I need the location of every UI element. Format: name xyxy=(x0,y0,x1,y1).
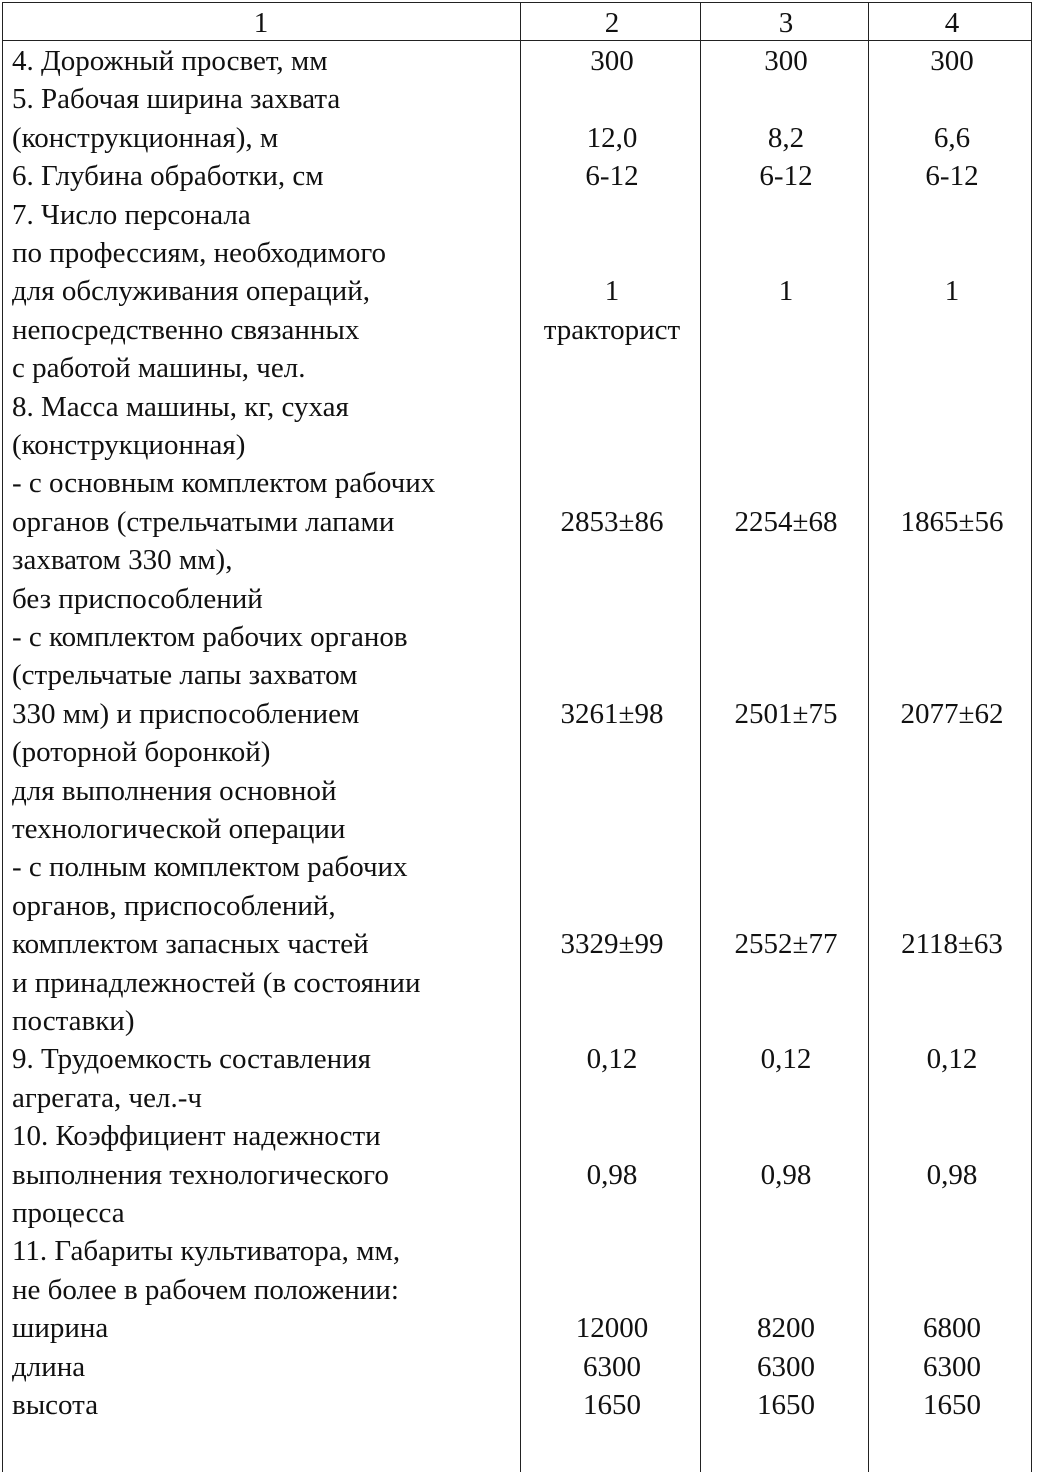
row-label-line: - с комплектом рабочих органов xyxy=(12,621,408,653)
row-value-col-3: 0,98 xyxy=(760,1158,812,1191)
row-label xyxy=(12,388,522,465)
row-label xyxy=(12,1386,522,1424)
row-value-col-4: 2077±62 xyxy=(900,697,1004,730)
row-label-line: 9. Трудоемкость составления xyxy=(12,1043,371,1076)
row-value-col-2: 1 xyxy=(604,275,620,308)
row-label-line: (конструкционная), м xyxy=(12,121,279,154)
row-label xyxy=(12,848,522,1040)
spec-table xyxy=(2,2,1032,1472)
row-label-line: органов (стрельчатыми лапами xyxy=(12,505,395,538)
row-value-col-2: 0,12 xyxy=(586,1043,638,1076)
row-value-col-3: 0,12 xyxy=(760,1043,812,1076)
row-value-col-4: 6-12 xyxy=(925,160,979,193)
row-label-line: захватом 330 мм), xyxy=(12,544,233,577)
row-label-line: органов, приспособлений, xyxy=(12,889,336,922)
row-value-col-2: 6300 xyxy=(583,1350,641,1383)
row-label-line: процесса xyxy=(12,1196,125,1229)
row-label-line: для обслуживания операций, xyxy=(12,275,370,308)
row-label xyxy=(12,464,522,618)
row-label xyxy=(12,1232,522,1309)
table-top-border xyxy=(2,2,1032,3)
row-value-col-3: 300 xyxy=(764,45,808,77)
row-label-line: (стрельчатые лапы захватом xyxy=(12,659,358,692)
row-label-line: 7. Число персонала xyxy=(12,198,251,231)
row-value-col-2: 12000 xyxy=(575,1312,649,1345)
row-label-line: непосредственно связанных xyxy=(12,313,360,346)
row-value-col-4: 6,6 xyxy=(933,121,971,154)
row-value-col-3: 8,2 xyxy=(767,121,805,154)
row-value-col-3: 2254±68 xyxy=(734,505,838,538)
row-value-col-3: 6-12 xyxy=(759,160,813,193)
row-label-line: с работой машины, чел. xyxy=(12,352,306,385)
row-value-col-4: 0,98 xyxy=(926,1158,978,1191)
row-value-col-2: 3329±99 xyxy=(560,928,664,961)
row-label-line: комплектом запасных частей xyxy=(12,928,369,961)
row-label-line: 10. Коэффициент надежности xyxy=(12,1120,381,1153)
row-label-line: - с основным комплектом рабочих xyxy=(12,467,436,500)
row-label-line: 8. Масса машины, кг, сухая xyxy=(12,390,349,423)
row-value-col-3: 2552±77 xyxy=(734,928,838,961)
row-label xyxy=(12,1040,522,1117)
row-value-col-2: 3261±98 xyxy=(560,697,664,730)
header-col-4: 4 xyxy=(944,7,960,39)
row-label xyxy=(12,42,522,80)
row-label-line: агрегата, чел.-ч xyxy=(12,1081,202,1114)
row-label xyxy=(12,1117,522,1232)
row-label-line: выполнения технологического xyxy=(12,1158,389,1191)
row-label-line: (конструкционная) xyxy=(12,428,246,461)
row-label-line: высота xyxy=(12,1389,99,1421)
row-label-line: поставки) xyxy=(12,1004,135,1037)
row-label-line: 330 мм) и приспособлением xyxy=(12,697,360,730)
row-label xyxy=(12,80,522,157)
column-divider-3 xyxy=(868,2,869,1472)
row-label-line: 6. Глубина обработки, см xyxy=(12,160,324,193)
row-label xyxy=(12,618,522,848)
row-label-line: - с полным комплектом рабочих xyxy=(12,851,408,884)
row-extra-note: тракторист xyxy=(543,313,681,346)
row-value-col-4: 300 xyxy=(930,45,974,77)
row-value-col-4: 0,12 xyxy=(926,1043,978,1076)
row-value-col-2: 12,0 xyxy=(586,121,638,154)
row-label-line: 4. Дорожный просвет, мм xyxy=(12,45,328,77)
column-divider-2 xyxy=(700,2,701,1472)
row-value-col-2: 6-12 xyxy=(585,160,639,193)
row-value-col-3: 6300 xyxy=(757,1350,815,1383)
row-value-col-4: 6300 xyxy=(923,1350,981,1383)
table-right-border xyxy=(1031,2,1032,1472)
row-label-line: длина xyxy=(12,1350,86,1383)
row-label-line: по профессиям, необходимого xyxy=(12,236,387,269)
row-value-col-2: 0,98 xyxy=(586,1158,638,1191)
row-label-line: не более в рабочем положении: xyxy=(12,1273,399,1306)
row-label xyxy=(12,196,522,388)
table-left-border xyxy=(2,2,3,1472)
row-value-col-4: 1865±56 xyxy=(900,505,1004,538)
row-value-col-4: 1 xyxy=(944,275,960,308)
row-label-line: ширина xyxy=(12,1312,109,1345)
row-label xyxy=(12,157,522,195)
row-label xyxy=(12,1348,522,1386)
row-value-col-2: 2853±86 xyxy=(560,505,664,538)
row-label-line: (роторной боронкой) xyxy=(12,736,271,769)
row-value-col-2: 1650 xyxy=(583,1389,641,1421)
header-col-2: 2 xyxy=(604,7,620,39)
row-value-col-4: 2118±63 xyxy=(901,928,1003,961)
row-label xyxy=(12,1309,522,1347)
row-label-line: без приспособлений xyxy=(12,582,263,615)
header-col-1: 1 xyxy=(253,7,269,39)
row-label-line: и принадлежностей (в состоянии xyxy=(12,966,421,999)
row-label-line: 11. Габариты культиватора, мм, xyxy=(12,1235,401,1268)
row-value-col-2: 300 xyxy=(590,45,634,77)
row-value-col-3: 1650 xyxy=(757,1389,815,1421)
row-label-line: технологической операции xyxy=(12,812,346,845)
header-col-3: 3 xyxy=(778,7,794,39)
row-value-col-4: 1650 xyxy=(923,1389,981,1421)
row-value-col-3: 2501±75 xyxy=(734,697,838,730)
row-label-line: для выполнения основной xyxy=(12,774,337,807)
row-value-col-3: 1 xyxy=(778,275,794,308)
row-value-col-3: 8200 xyxy=(757,1312,815,1345)
row-value-col-4: 6800 xyxy=(923,1312,981,1345)
row-label-line: 5. Рабочая ширина захвата xyxy=(12,83,341,116)
